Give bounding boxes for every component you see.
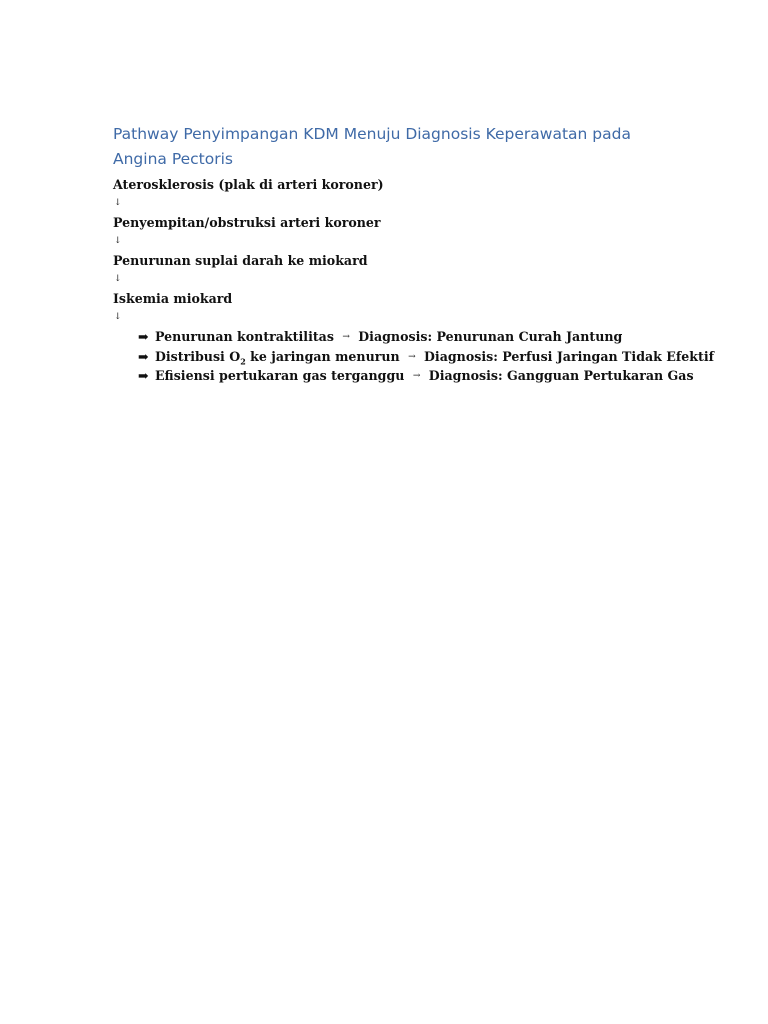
down-arrow-icon: ↓ xyxy=(114,274,122,284)
down-arrow-icon: ↓ xyxy=(114,312,122,322)
branch-diagnosis: Diagnosis: Penurunan Curah Jantung xyxy=(358,329,623,344)
right-arrow-icon: ➡ xyxy=(138,348,149,364)
down-arrow-icon: ↓ xyxy=(114,198,122,208)
pathway-step-aterosklerosis: Aterosklerosis (plak di arteri koroner) xyxy=(113,177,384,192)
pathway-step-iskemia: Iskemia miokard xyxy=(113,291,233,306)
down-arrow-icon: ↓ xyxy=(114,236,122,246)
branch-cause: Efisiensi pertukaran gas terganggu xyxy=(154,368,405,383)
pathway-step-penurunan-suplai: Penurunan suplai darah ke miokard xyxy=(113,253,368,268)
diagnosis-branches xyxy=(113,327,733,386)
right-arrow-icon: ➡ xyxy=(138,329,149,344)
pathway-step-penyempitan: Penyempitan/obstruksi arteri koroner xyxy=(113,215,381,230)
document-title: Pathway Penyimpangan KDM Menuju Diagnosis Keperawatan pada Angina Pectoris xyxy=(113,125,631,168)
oxygen-subscript: 2 xyxy=(240,356,246,367)
pathway-flow xyxy=(113,175,733,386)
branch-cause: Penurunan kontraktilitas xyxy=(154,329,334,344)
right-arrow-icon: ➡ xyxy=(138,368,149,383)
branch-cause-suffix: ke jaringan menurun xyxy=(245,348,400,364)
branch-curah-jantung xyxy=(138,327,733,347)
branch-pertukaran-gas xyxy=(138,366,733,386)
branch-diagnosis: Diagnosis: Gangguan Pertukaran Gas xyxy=(428,368,694,383)
separator-arrow-icon: → xyxy=(412,371,421,381)
branch-cause-prefix: Distribusi O xyxy=(154,348,241,364)
separator-arrow-icon: → xyxy=(342,332,350,342)
separator-arrow-icon: → xyxy=(408,351,416,362)
branch-diagnosis: Diagnosis: Perfusi Jaringan Tidak Efektif xyxy=(424,348,715,364)
branch-perfusi-jaringan xyxy=(138,347,733,367)
